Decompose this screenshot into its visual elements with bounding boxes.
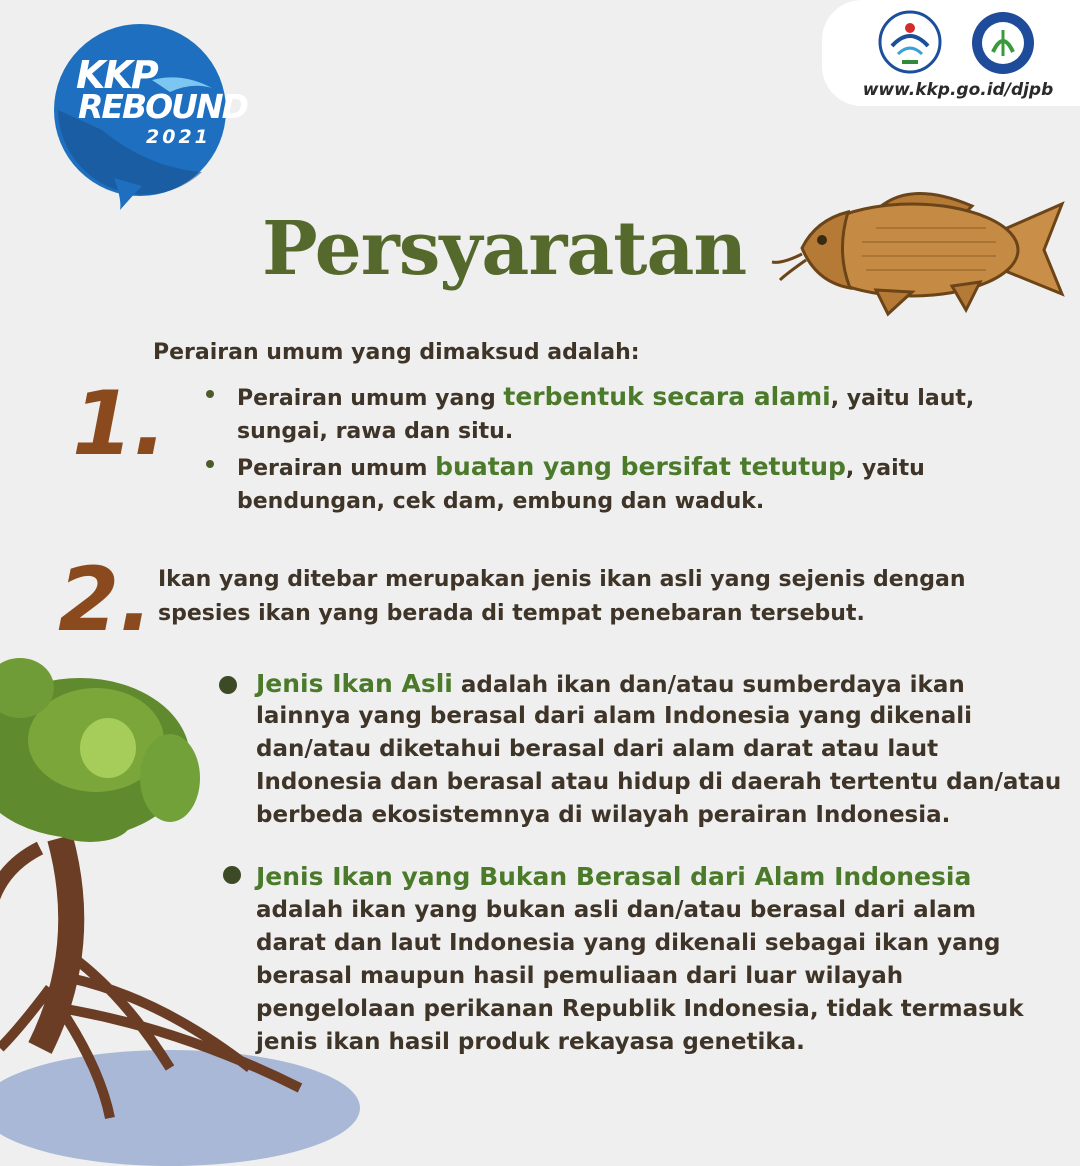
bullet-text: , yaitu laut, xyxy=(830,386,975,411)
definition-line: darat dan laut Indonesia yang dikenali sebagai ikan yang xyxy=(256,930,1001,956)
logo-text-kkp: KKP xyxy=(76,53,157,97)
bullet-point xyxy=(206,390,214,398)
non-native-fish-term xyxy=(256,860,971,895)
definition-line: berbeda ekosistemnya di wilayah perairan Indonesia. xyxy=(256,802,951,828)
definition-line: berasal maupun hasil pemuliaan dari luar wilayah xyxy=(256,963,904,989)
section2-line1: Ikan yang ditebar merupakan jenis ikan asli yang sejenis dengan xyxy=(158,567,966,592)
bullet-point xyxy=(206,460,214,468)
definition-line: pengelolaan perikanan Republik Indonesia, tidak termasuk xyxy=(256,996,1024,1022)
definition-line: lainnya yang berasal dari alam Indonesia yang dikenali xyxy=(256,703,972,729)
step-number-1: 1. xyxy=(72,372,167,475)
native-fish-term: Jenis Ikan Asli xyxy=(256,669,453,698)
definition-text: adalah ikan dan/atau sumberdaya ikan xyxy=(452,672,965,698)
bullet-highlight: buatan yang bersifat tetutup xyxy=(435,452,846,481)
bullet-text: Perairan umum yang xyxy=(237,386,504,411)
website-url: www.kkp.go.id/djpb xyxy=(862,80,1054,100)
non-native-fish-term-text: Jenis Ikan yang Bukan Berasal dari Alam Indonesia xyxy=(256,862,972,891)
bullet-text: Perairan umum xyxy=(237,456,436,481)
kkp-ministry-logo xyxy=(870,6,950,78)
bullet-highlight: terbentuk secara alami xyxy=(503,382,831,411)
definition-line: Indonesia dan berasal atau hidup di daerah tertentu dan/atau xyxy=(256,769,1062,795)
definition-line: dan/atau diketahui berasal dari alam darat atau laut xyxy=(256,736,939,762)
step-number-2: 2. xyxy=(58,548,153,651)
section1-bullet1-line1 xyxy=(237,380,974,416)
carp-fish-illustration xyxy=(766,182,1068,322)
section2-line2: spesies ikan yang berada di tempat penebaran tersebut. xyxy=(158,601,865,626)
definition-line: jenis ikan hasil produk rekayasa genetika. xyxy=(256,1029,805,1055)
logo-text-year: 2021 xyxy=(146,126,211,148)
section1-intro: Perairan umum yang dimaksud adalah: xyxy=(153,340,640,365)
sustainable-aquaculture-logo xyxy=(966,8,1040,78)
section1-bullet2-line2: bendungan, cek dam, embung dan waduk. xyxy=(237,489,765,514)
bullet-point xyxy=(223,866,241,884)
definition-line: adalah ikan yang bukan asli dan/atau berasal dari alam xyxy=(256,897,977,923)
native-fish-definition-line1 xyxy=(256,667,965,702)
section1-bullet1-line2: sungai, rawa dan situ. xyxy=(237,419,514,444)
page-title: Persyaratan xyxy=(262,206,747,292)
bullet-point xyxy=(219,676,237,694)
section1-bullet2-line1 xyxy=(237,450,925,486)
logo-text-rebound: REBOUND xyxy=(78,87,247,126)
bullet-text: , yaitu xyxy=(845,456,925,481)
